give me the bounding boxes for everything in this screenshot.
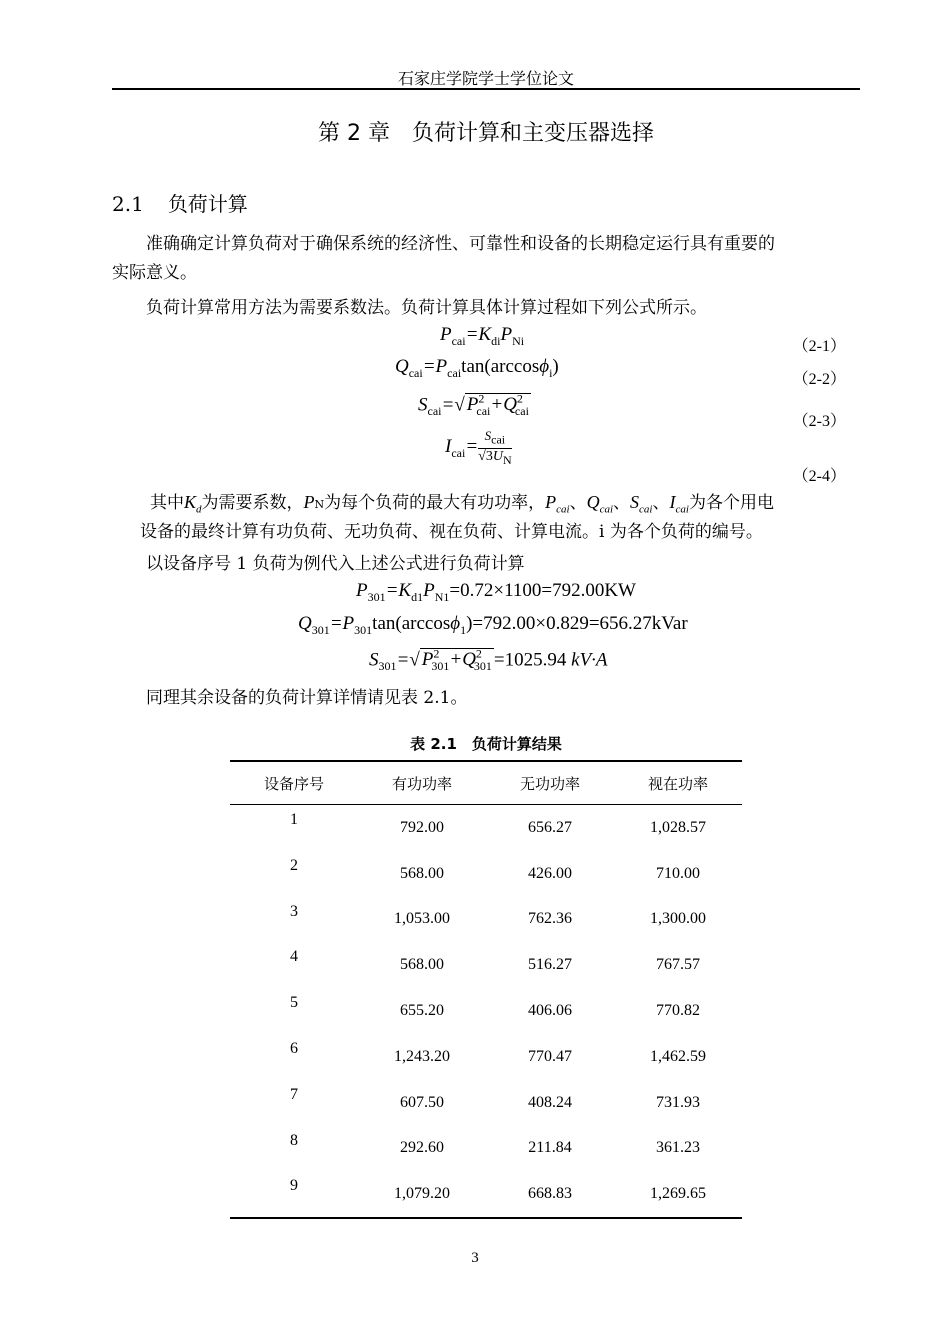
- formula-2-3: $S_{cai}=√$ $P^2_{cai}+Q^2_{cai}$: [418, 392, 529, 419]
- section-heading: [112, 188, 248, 217]
- example-formula-3: $S_{301}=√$ $P^2_{301}+Q^2_{301} =1025.94$ kV·A: [369, 647, 608, 674]
- paragraph-2: 负荷计算常用方法为需要系数法。负荷计算具体计算过程如下列公式所示。: [146, 298, 707, 318]
- table-row: 6 1,243.20 770.47 1,462.59: [290, 1039, 706, 1065]
- paragraph-1-line-1: 准确确定计算负荷对于确保系统的经济性、可靠性和设备的长期稳定运行具有重要的: [146, 234, 775, 254]
- chapter-title: 第 2 章 负荷计算和主变压器选择: [318, 121, 654, 146]
- table-row: 2 568.00 426.00 710.00: [290, 856, 700, 882]
- formula-2-2: $Q_{cai}=P_{cai}\tan(\arccos\phi_i)$: [395, 356, 559, 380]
- table-row: 1 792.00 656.27 1,028.57: [290, 811, 706, 836]
- equation-number-2-1: （2-1）: [792, 338, 846, 355]
- paragraph-5: 同理其余设备的负荷计算详情请见表 2.1。: [146, 688, 468, 708]
- table-row: 7 607.50 408.24 731.93: [290, 1085, 700, 1111]
- column-header-device-number: 设备序号: [263, 774, 324, 793]
- page-header: 石家庄学院学士学位论文: [397, 69, 574, 88]
- table-row: 9 1,079.20 668.83 1,269.65: [230, 1171, 742, 1218]
- paragraph-4: 以设备序号 1 负荷为例代入上述公式进行负荷计算: [146, 554, 525, 574]
- equation-number-2-2: （2-2）: [792, 371, 846, 388]
- page-number: 3: [471, 1250, 479, 1266]
- example-formula-1: $P_{301}=K_{d1}P_{N1}=0.72\times 1100=792.00KW$: [356, 580, 636, 604]
- equation-number-2-3: （2-3）: [792, 413, 846, 430]
- equation-number-2-4: （2-4）: [792, 468, 846, 485]
- load-calculation-table: [230, 760, 742, 1219]
- table-row: 3 1,053.00 762.36 1,300.00: [290, 902, 706, 928]
- table-row: 4 568.00 516.27 767.57: [290, 948, 700, 974]
- section-number: 2.1: [112, 192, 144, 216]
- formula-2-4: $I_{cai}=$ $\frac{S_{cai}}{√3U_N}$: [445, 428, 512, 467]
- paragraph-3-line-2: 设备的最终计算有功负荷、无功负荷、视在负荷、计算电流。i 为各个负荷的编号。: [140, 522, 763, 542]
- formula-2-1: $P_{cai}=K_{di}P_{Ni}$: [440, 324, 525, 348]
- table-caption: 表 2.1 负荷计算结果: [410, 735, 562, 753]
- header-rule: [112, 88, 860, 90]
- paragraph-3-line-1: 其中$K_d$为需要系数，PN为每个负荷的最大有功功率，$P_{cai}$、$Q_{cai}$、$S_{cai}$、$I_{cai}$为各个用电: [150, 492, 774, 516]
- column-header-active-power: 有功功率: [391, 774, 452, 793]
- table-row: 5 655.20 406.06 770.82: [290, 994, 700, 1020]
- example-formula-2: $Q_{301}=P_{301}\tan(\arccos\phi_1)=792.00\times 0.829=656.27kVar$: [298, 613, 688, 637]
- paragraph-1-line-2: 实际意义。: [112, 263, 197, 283]
- table-header-row: [230, 761, 742, 805]
- column-header-reactive-power: 无功功率: [519, 774, 580, 793]
- column-header-apparent-power: 视在功率: [647, 774, 708, 793]
- paragraph-1: [112, 230, 860, 288]
- section-title: 负荷计算: [167, 192, 248, 216]
- table-row: 8 292.60 211.84 361.23: [290, 1131, 700, 1157]
